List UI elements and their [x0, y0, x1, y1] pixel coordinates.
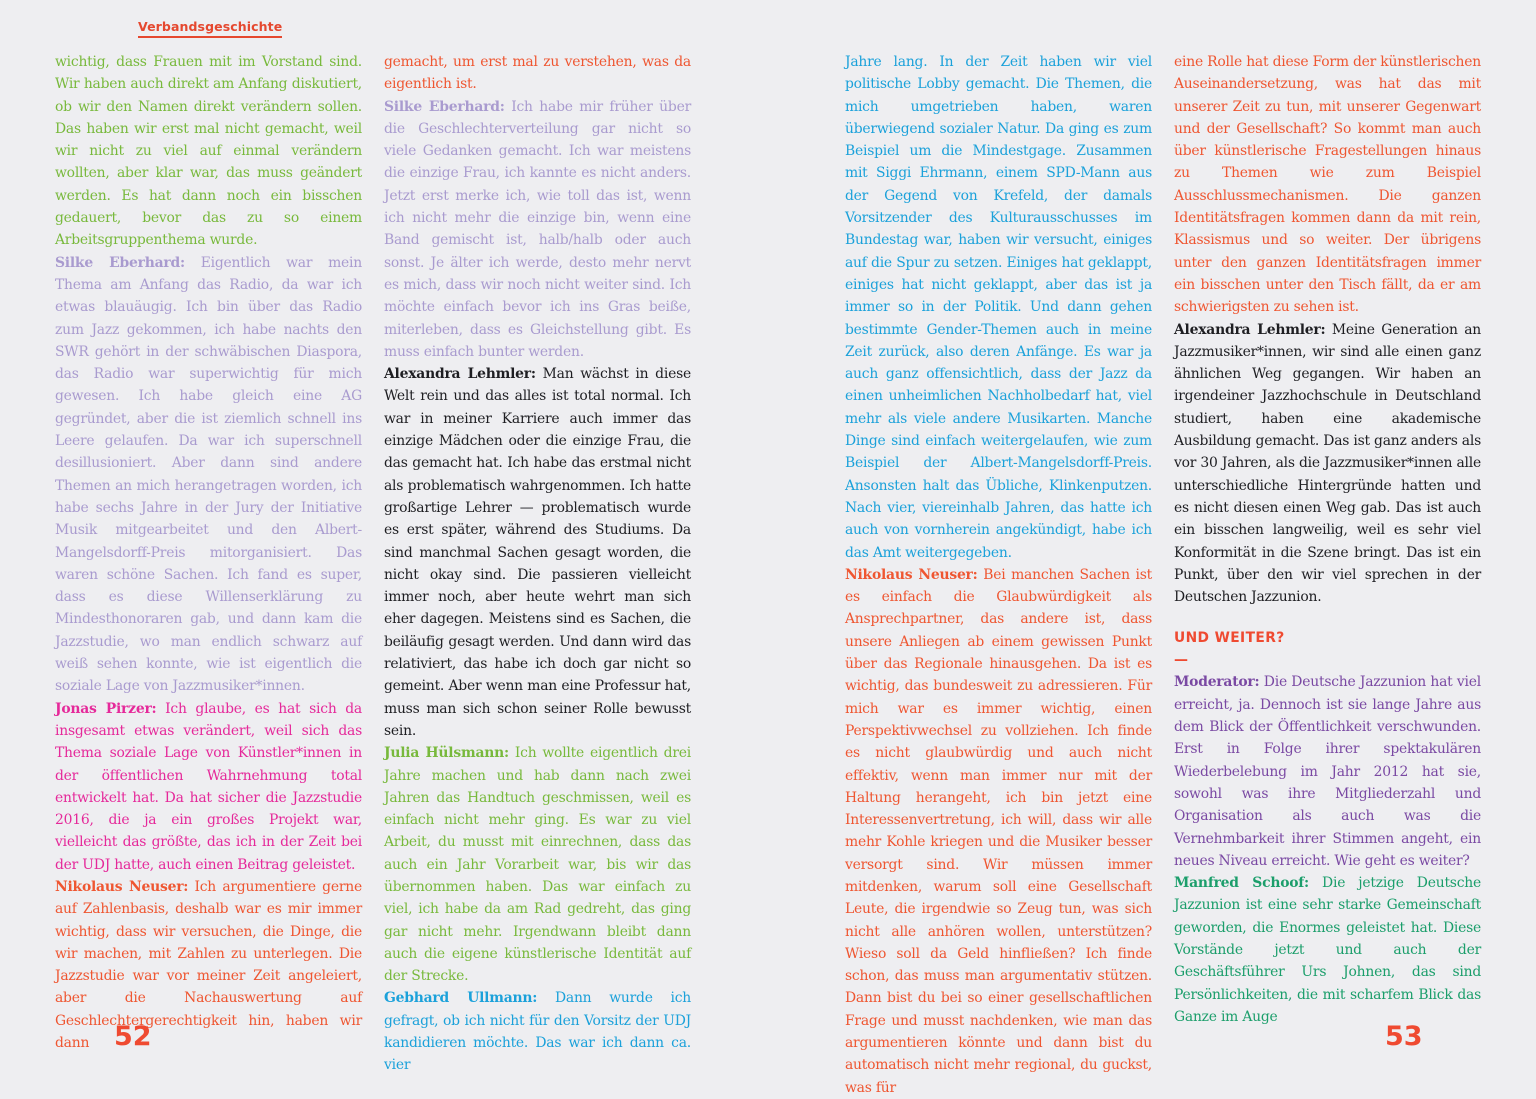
- paragraph: [845, 51, 1152, 564]
- speaker-name: Nikolaus Neuser:: [845, 566, 978, 583]
- paragraph-text: Eigentlich war mein Thema am Anfang das Radio, da war ich etwas blauäugig. Ich bin über das Radio zum Jazz gekommen, ich habe nachts den SWR gehört in der schwäbischen Diaspora, das Radio war superwichtig für mich gewesen. Ich habe gleich eine AG gegründet, aber die ist ziemlich schnell ins Leere gelaufen. Da war ich superschnell desillusioniert. Aber dann sind andere Themen an mich herangetragen worden, ich habe sechs Jahre in der Jury der Initiative Musik mitgearbeitet und den Albert-Mangelsdorff-Preis mitorganisiert. Das waren schöne Sachen. Ich fand es super, dass es diese Willenserklärung zu Mindesthonoraren gab, und dann kam die Jazzstudie, wo man endlich schwarz auf weiß sehen konnte, wie ist eigentlich die soziale Lage von Jazzmusiker*innen.: [55, 254, 362, 695]
- speaker-name: Jonas Pirzer:: [55, 700, 157, 717]
- paragraph-text: eine Rolle hat diese Form der künstlerischen Auseinandersetzung, was hat das mit unserer Zeit zu tun, mit unserer Gegenwart und der Gesellschaft? So kommt man auch über künstlerische Fragestellungen hinaus zu Themen wie zum Beispiel Ausschlussmechanismen. Die ganzen Identitätsfragen kommen dann da mit rein, Klassismus und so weiter. Der übrigens unter den ganzen Identitätsfragen immer ein bisschen unter den Tisch fällt, da er am schwierigsten zu sehen ist.: [1174, 54, 1481, 316]
- paragraph: [384, 363, 691, 742]
- paragraph: [384, 987, 691, 1076]
- paragraph-text: Dann wurde ich gefragt, ob ich nicht für den Vorsitz der UDJ kandidieren möchte. Das war ich dann ca. vier: [384, 990, 692, 1074]
- speaker-name: Moderator:: [1174, 674, 1260, 691]
- paragraph: [384, 96, 691, 364]
- paragraph-text: gemacht, um erst mal zu verstehen, was da eigentlich ist.: [384, 54, 691, 93]
- paragraph-text: Jahre lang. In der Zeit haben wir viel politische Lobby gemacht. Die Themen, die mich umgetrieben haben, waren überwiegend sozialer Natur. Da ging es zum Beispiel um die Mindestgage. Zusammen mit Siggi Ehrmann, einem SPD-Mann aus der Gegend von Krefeld, der damals Vorsitzender des Kulturausschusses im Bundestag war, haben wir versucht, einiges auf die Spur zu setzen. Einiges hat geklappt, einiges hat nicht geklappt, aber das ist ja immer so in der Politik. Und dann gehen bestimmte Gender-Themen auch in meine Zeit zurück, also deren Anfänge. Es war ja auch ganz offensichtlich, dass der Jazz da einen unheimlichen Nachholbedarf hat, viel mehr als viele andere Musikarten. Manche Dinge sind einfach weitergelaufen, wie zum Beispiel der Albert-Mangelsdorff-Preis. Ansonsten halt das Übliche, Klinkenputzen. Nach vier, viereinhalb Jahren, das hatte ich auch von vornherein angekündigt, habe ich das Amt weitergegeben.: [845, 54, 1152, 561]
- paragraph-text: Man wächst in diese Welt rein und das alles ist total normal. Ich war in meiner Karriere auch immer das einzige Mädchen oder die einzige Frau, die das gemacht hat. Ich habe das erstmal nicht als problematisch wahrgenommen. Ich hatte großartige Lehrer — problematisch wurde es erst später, während des Studiums. Da sind manchmal Sachen gesagt worden, die nicht okay sind. Die passieren vielleicht immer noch, aber heute wehrt man sich eher dagegen. Meistens sind es Sachen, die beiläufig gesagt werden. Und dann wird das relativiert, das habe ich doch gar nicht so gemeint. Aber wenn man eine Professur hat, muss man sich schon seiner Rolle bewusst sein.: [384, 366, 691, 739]
- left-page: [0, 0, 768, 1084]
- paragraph: [55, 876, 362, 1054]
- text-column-1: [55, 51, 362, 1054]
- paragraph-text: wichtig, dass Frauen mit im Vorstand sind. Wir haben auch direkt am Anfang diskutiert, ob wir den Namen direkt verändern sollen. Das haben wir erst mal nicht gemacht, weil wir nicht zu viel auf einmal verändern wollten, aber klar war, das muss geändert werden. Es hat dann noch ein bisschen gedauert, bevor das zu so einem Arbeitsgruppenthema wurde.: [55, 54, 362, 249]
- paragraph: [845, 564, 1152, 1099]
- text-column-4: [1174, 51, 1481, 1028]
- paragraph-text: Bei manchen Sachen ist es einfach die Glaubwürdigkeit als Ansprechpartner, das andere ist, dass unsere Anliegen ab einem gewissen Punkt über das Regionale hinausgehen. Da ist es wichtig, das bundesweit zu adressieren. Für mich war es immer wichtig, einen Perspektivwechsel zu vollziehen. Ich finde es nicht glaubwürdig und auch nicht effektiv, wenn man immer nur mit der Haltung herangeht, ich bin jetzt eine Interessenvertretung, ich will, dass wir alle mehr Kohle kriegen und die Musiker besser versorgt sind. Wir müssen immer mitdenken, warum soll eine Gesellschaft Leute, die irgendwie so Zeug tun, was sich nicht alle anhören wollen, unterstützen? Wieso soll da Geld hinfließen? Ich finde schon, das muss man argumentativ stützen. Dann bist du bei so einer gesellschaftlichen Frage und musst nachdenken, wie man das argumentieren könnte und dann bist du automatisch nicht mehr regional, du guckst, was für: [845, 566, 1152, 1096]
- speaker-name: Silke Eberhard:: [55, 254, 185, 271]
- section-dash: —: [1174, 652, 1188, 669]
- paragraph: [1174, 872, 1481, 1028]
- paragraph: [1174, 319, 1481, 609]
- right-page: [768, 0, 1536, 1096]
- text-column-2: [384, 51, 691, 1077]
- page-number: 53: [1385, 1021, 1423, 1052]
- paragraph: [384, 742, 691, 987]
- speaker-name: Silke Eberhard:: [384, 98, 505, 115]
- speaker-name: Alexandra Lehmler:: [384, 366, 536, 383]
- paragraph: [1174, 51, 1481, 319]
- running-head: Verbandsgeschichte: [138, 19, 282, 38]
- page-number: 52: [114, 1021, 152, 1052]
- paragraph-text: Meine Generation an Jazzmusiker*innen, wir sind alle einen ganz ähnlichen Weg gegangen. Wir haben an irgendeiner Jazzhochschule in Deutschland studiert, haben eine akademische Ausbildung gemacht. Das ist ganz anders als vor 30 Jahren, als die Jazzmusiker*innen alle unterschiedliche Hintergründe hatten und es nicht diesen einen Weg gab. Das ist auch ein bisschen langweilig, weil es sehr viel Konformität in die Szene bringt. Das ist ein Punkt, über den wir viel sprechen in der Deutschen Jazzunion.: [1174, 321, 1481, 606]
- speaker-name: Gebhard Ullmann:: [384, 990, 538, 1007]
- section-heading: UND WEITER?: [1174, 630, 1285, 647]
- paragraph-text: Die jetzige Deutsche Jazzunion ist eine sehr starke Gemeinschaft geworden, die Enormes geleistet hat. Diese Vorstände jetzt und auch der Geschäftsführer Urs Johnen, das sind Persönlichkeiten, die mit scharfem Blick das Ganze im Auge: [1174, 875, 1481, 1025]
- paragraph: [55, 698, 362, 876]
- speaker-name: Nikolaus Neuser:: [55, 878, 189, 895]
- paragraph: [1174, 671, 1481, 872]
- paragraph: [55, 51, 362, 252]
- speaker-name: Manfred Schoof:: [1174, 875, 1309, 892]
- paragraph: [55, 252, 362, 698]
- paragraph-text: Ich habe mir früher über die Geschlechterverteilung gar nicht so viele Gedanken gemacht. Ich war meistens die einzige Frau, ich kannte es nicht anders. Jetzt erst merke ich, wie toll das ist, wenn ich nicht mehr die einzige bin, wenn eine Band gemischt ist, halb/halb oder auch sonst. Je älter ich werde, desto mehr nervt es mich, dass wir noch nicht weiter sind. Ich möchte einfach bevor ich ins Gras beiße, miterleben, dass es Gleichstellung gibt. Es muss einfach bunter werden.: [384, 98, 691, 360]
- paragraph: [384, 51, 691, 96]
- speaker-name: Alexandra Lehmler:: [1174, 321, 1326, 338]
- paragraph-text: Die Deutsche Jazzunion hat viel erreicht, ja. Dennoch ist sie lange Jahre aus dem Blick der Öffentlichkeit verschwunden. Erst in Folge ihrer spektakulären Wiederbelebung im Jahr 2012 hat sie, sowohl was ihre Mitgliederzahl und Organisation als auch was die Vernehmbarkeit ihrer Stimmen angeht, ein neues Niveau erreicht. Wie geht es weiter?: [1174, 674, 1481, 869]
- paragraph-text: Ich glaube, es hat sich da insgesamt etwas verändert, weil sich das Thema soziale Lage von Künstler*innen in der öffentlichen Wahrnehmung total entwickelt hat. Da hat sicher die Jazzstudie 2016, die ja ein großes Projekt war, vielleicht das größte, das ich in der Zeit bei der UDJ hatte, auch einen Beitrag geleistet.: [55, 700, 362, 873]
- paragraph-text: Ich argumentiere gerne auf Zahlenbasis, deshalb war es mir immer wichtig, dass wir versuchen, die Dinge, die wir machen, mit Zahlen zu unterlegen. Die Jazzstudie war vor meiner Zeit angeleiert, aber die Nachauswertung auf Geschlechtergerechtigkeit hin, haben wir dann: [55, 878, 362, 1052]
- text-column-3: [845, 51, 1152, 1099]
- speaker-name: Julia Hülsmann:: [384, 745, 509, 762]
- paragraph-text: Ich wollte eigentlich drei Jahre machen und hab dann nach zwei Jahren das Handtuch geschmissen, weil es einfach nicht mehr ging. Es war zu viel Arbeit, du musst mit einrechnen, dass das auch ein Jahr Vorarbeit war, bis wir das übernommen haben. Das war einfach zu viel, ich habe da am Rad gedreht, das ging gar nicht mehr. Irgendwann bleibt dann auch die eigene künstlerische Identität auf der Strecke.: [384, 745, 691, 985]
